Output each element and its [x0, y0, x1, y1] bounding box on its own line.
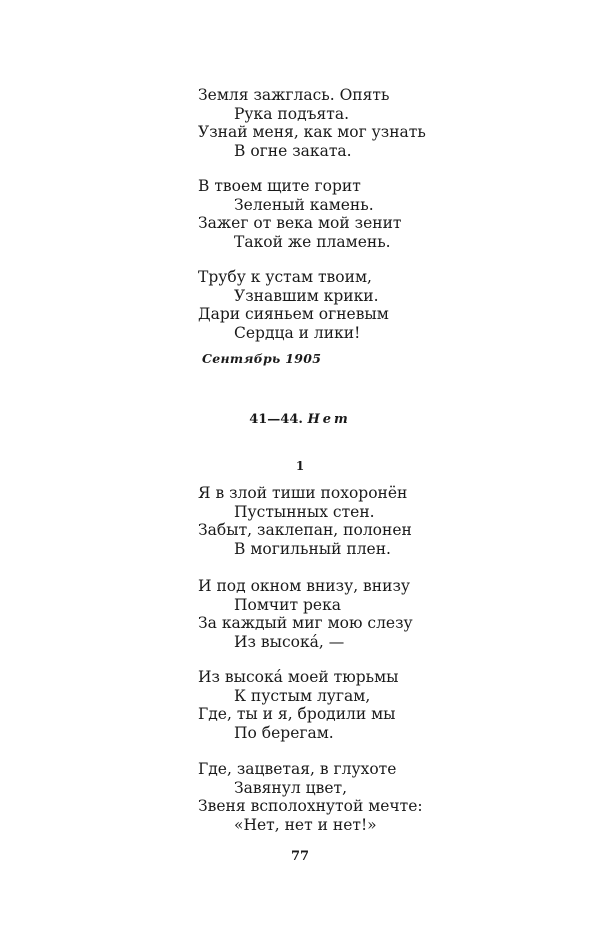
part-number: 1	[295, 459, 305, 473]
poem-line: Пустынных стен.	[234, 502, 375, 521]
stanza-7	[198, 760, 423, 834]
poem-line: Помчит река	[234, 595, 342, 614]
poem-line: Из высока́ моей тюрьмы	[198, 668, 399, 686]
poem-line: Где, зацветая, в глухоте	[198, 760, 397, 778]
poem-line: Трубу к устам твоим,	[198, 268, 372, 286]
poem-line: Рука подъята.	[234, 104, 349, 123]
page-number: 77	[290, 849, 310, 864]
poem-line: Звеня всполохнутой мечте:	[198, 797, 423, 815]
poem-line: «Нет, нет и нет!»	[234, 815, 377, 834]
poem-line: Узнавшим крики.	[234, 286, 379, 305]
poem-line: В твоем щите горит	[198, 177, 361, 195]
poem-line: И под окном внизу, внизу	[198, 577, 411, 595]
poem-line: Из высока́, —	[234, 632, 345, 651]
section-heading	[0, 412, 600, 427]
stanza-4	[198, 484, 412, 558]
stanza-6	[198, 668, 398, 742]
poem-line: Узнай меня, как мог узнать	[198, 123, 426, 141]
poem-line: К пустым лугам,	[234, 686, 371, 705]
poem-line: В могильный плен.	[234, 539, 391, 558]
stanza-1	[198, 86, 426, 160]
stanza-3	[198, 268, 389, 342]
poem-line: Завянул цвет,	[234, 778, 347, 797]
poem-date: Сентябрь 1905	[202, 351, 322, 366]
poem-line: Сердца и лики!	[234, 323, 361, 342]
poem-line: За каждый миг мою слезу	[198, 614, 413, 632]
poem-line: Зажег от века мой зенит	[198, 214, 402, 232]
section-title: Нет	[307, 412, 351, 427]
stanza-5	[198, 577, 413, 651]
poem-line: Земля зажглась. Опять	[198, 86, 390, 104]
poem-line: Дари сияньем огневым	[198, 305, 389, 323]
poem-line: По берегам.	[234, 723, 334, 742]
section-number: 41—44.	[249, 412, 303, 427]
poem-line: В огне заката.	[234, 141, 352, 160]
poem-line: Я в злой тиши похоронён	[198, 484, 408, 502]
poem-line: Забыт, заклепан, полонен	[198, 521, 412, 539]
poem-line: Где, ты и я, бродили мы	[198, 705, 396, 723]
poem-line: Зеленый камень.	[234, 195, 374, 214]
stanza-2	[198, 177, 401, 251]
poem-line: Такой же пламень.	[234, 232, 391, 251]
